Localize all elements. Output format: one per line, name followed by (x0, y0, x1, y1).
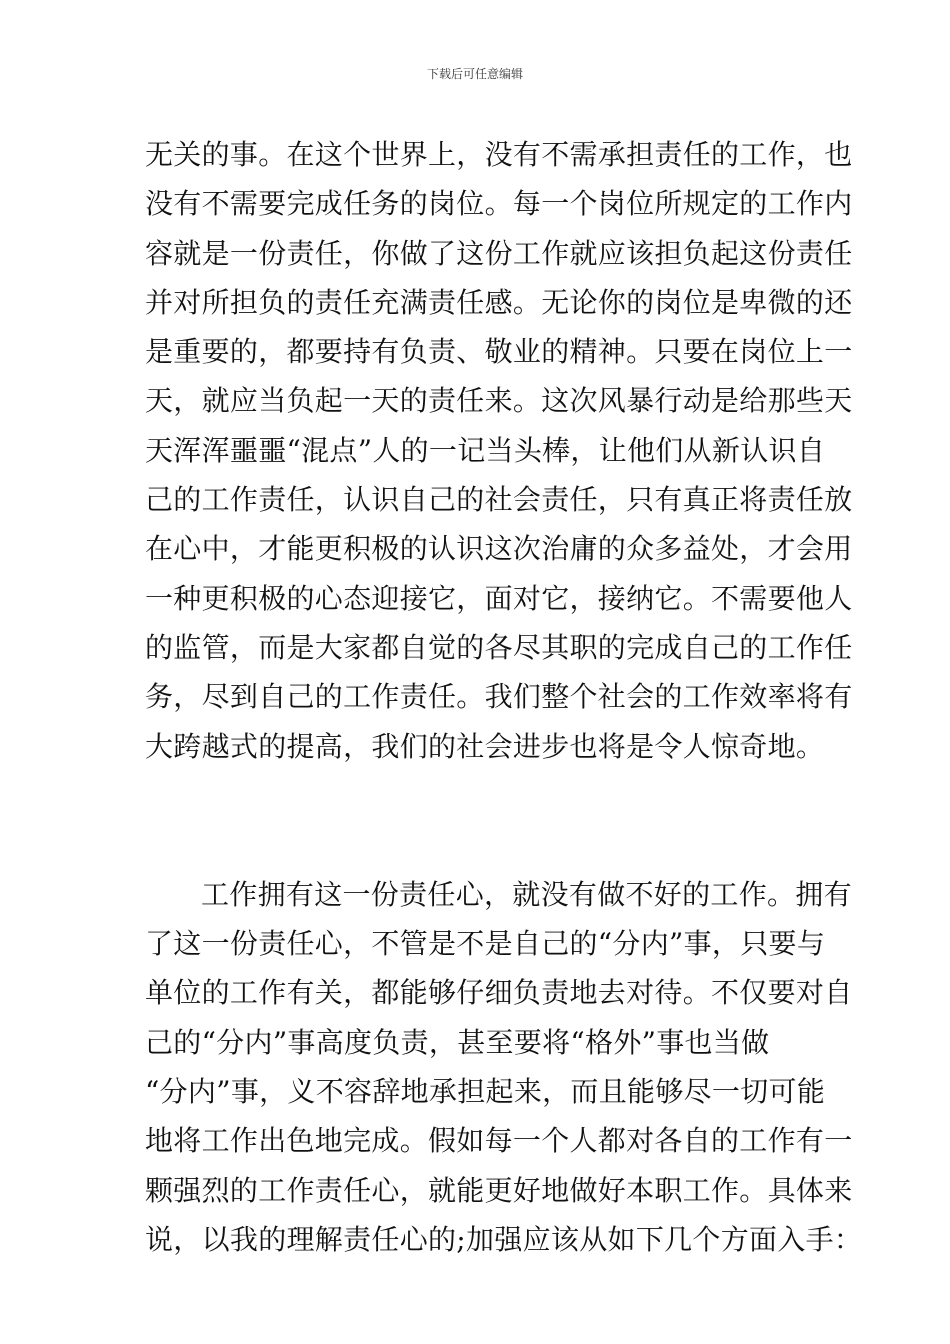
paragraph-line: 务，尽到自己的工作责任。我们整个社会的工作效率将有 (145, 680, 853, 714)
paragraph-line: 一种更积极的心态迎接它，面对它，接纳它。不需要他人 (145, 581, 853, 615)
page-header: 下载后可任意编辑 (426, 67, 523, 81)
paragraph-line: 大跨越式的提高，我们的社会进步也将是令人惊奇地。 (145, 729, 825, 763)
document-body (145, 130, 863, 1264)
paragraph-line: 单位的工作有关，都能够仔细负责地去对待。不仅要对自 (145, 976, 853, 1010)
paragraph-line: 天，就应当负起一天的责任来。这次风暴行动是给那些天 (145, 384, 853, 418)
paragraph-line: 的监管，而是大家都自觉的各尽其职的完成自己的工作任 (145, 630, 853, 664)
paragraph-line: 容就是一份责任，你做了这份工作就应该担负起这份责任 (145, 236, 853, 270)
paragraph-line: 并对所担负的责任充满责任感。无论你的岗位是卑微的还 (145, 285, 853, 319)
paragraph-line: 己的“分内”事高度负责，甚至要将“格外”事也当做 (145, 1025, 770, 1059)
paragraph-line: 己的工作责任，认识自己的社会责任，只有真正将责任放 (145, 483, 853, 517)
paragraph-line: 没有不需要完成任务的岗位。每一个岗位所规定的工作内 (145, 187, 853, 221)
paragraph-line: 在心中，才能更积极的认识这次治庸的众多益处，才会用 (145, 532, 853, 566)
paragraph-line: 无关的事。在这个世界上，没有不需承担责任的工作，也 (145, 138, 853, 171)
paragraph-spacer (145, 771, 807, 870)
paragraph-line: 工作拥有这一份责任心，就没有做不好的工作。拥有 (201, 877, 852, 911)
paragraph-2 (145, 870, 863, 1264)
paragraph-line: 颗强烈的工作责任心，就能更好地做好本职工作。具体来 (145, 1173, 853, 1207)
paragraph-line: 天浑浑噩噩“混点”人的一记当头棒，让他们从新认识自 (145, 433, 826, 467)
paragraph-line: 了这一份责任心，不管是不是自己的“分内”事，只要与 (145, 927, 826, 961)
paragraph-line: “分内”事，义不容辞地承担起来，而且能够尽一切可能 (145, 1075, 826, 1109)
paragraph-line: 说，以我的理解责任心的;加强应该从如下几个方面入手： (145, 1222, 863, 1256)
paragraph-line: 是重要的，都要持有负责、敬业的精神。只要在岗位上一 (145, 335, 853, 369)
paragraph-line: 地将工作出色地完成。假如每一个人都对各自的工作有一 (145, 1124, 853, 1158)
paragraph-1 (145, 130, 853, 771)
